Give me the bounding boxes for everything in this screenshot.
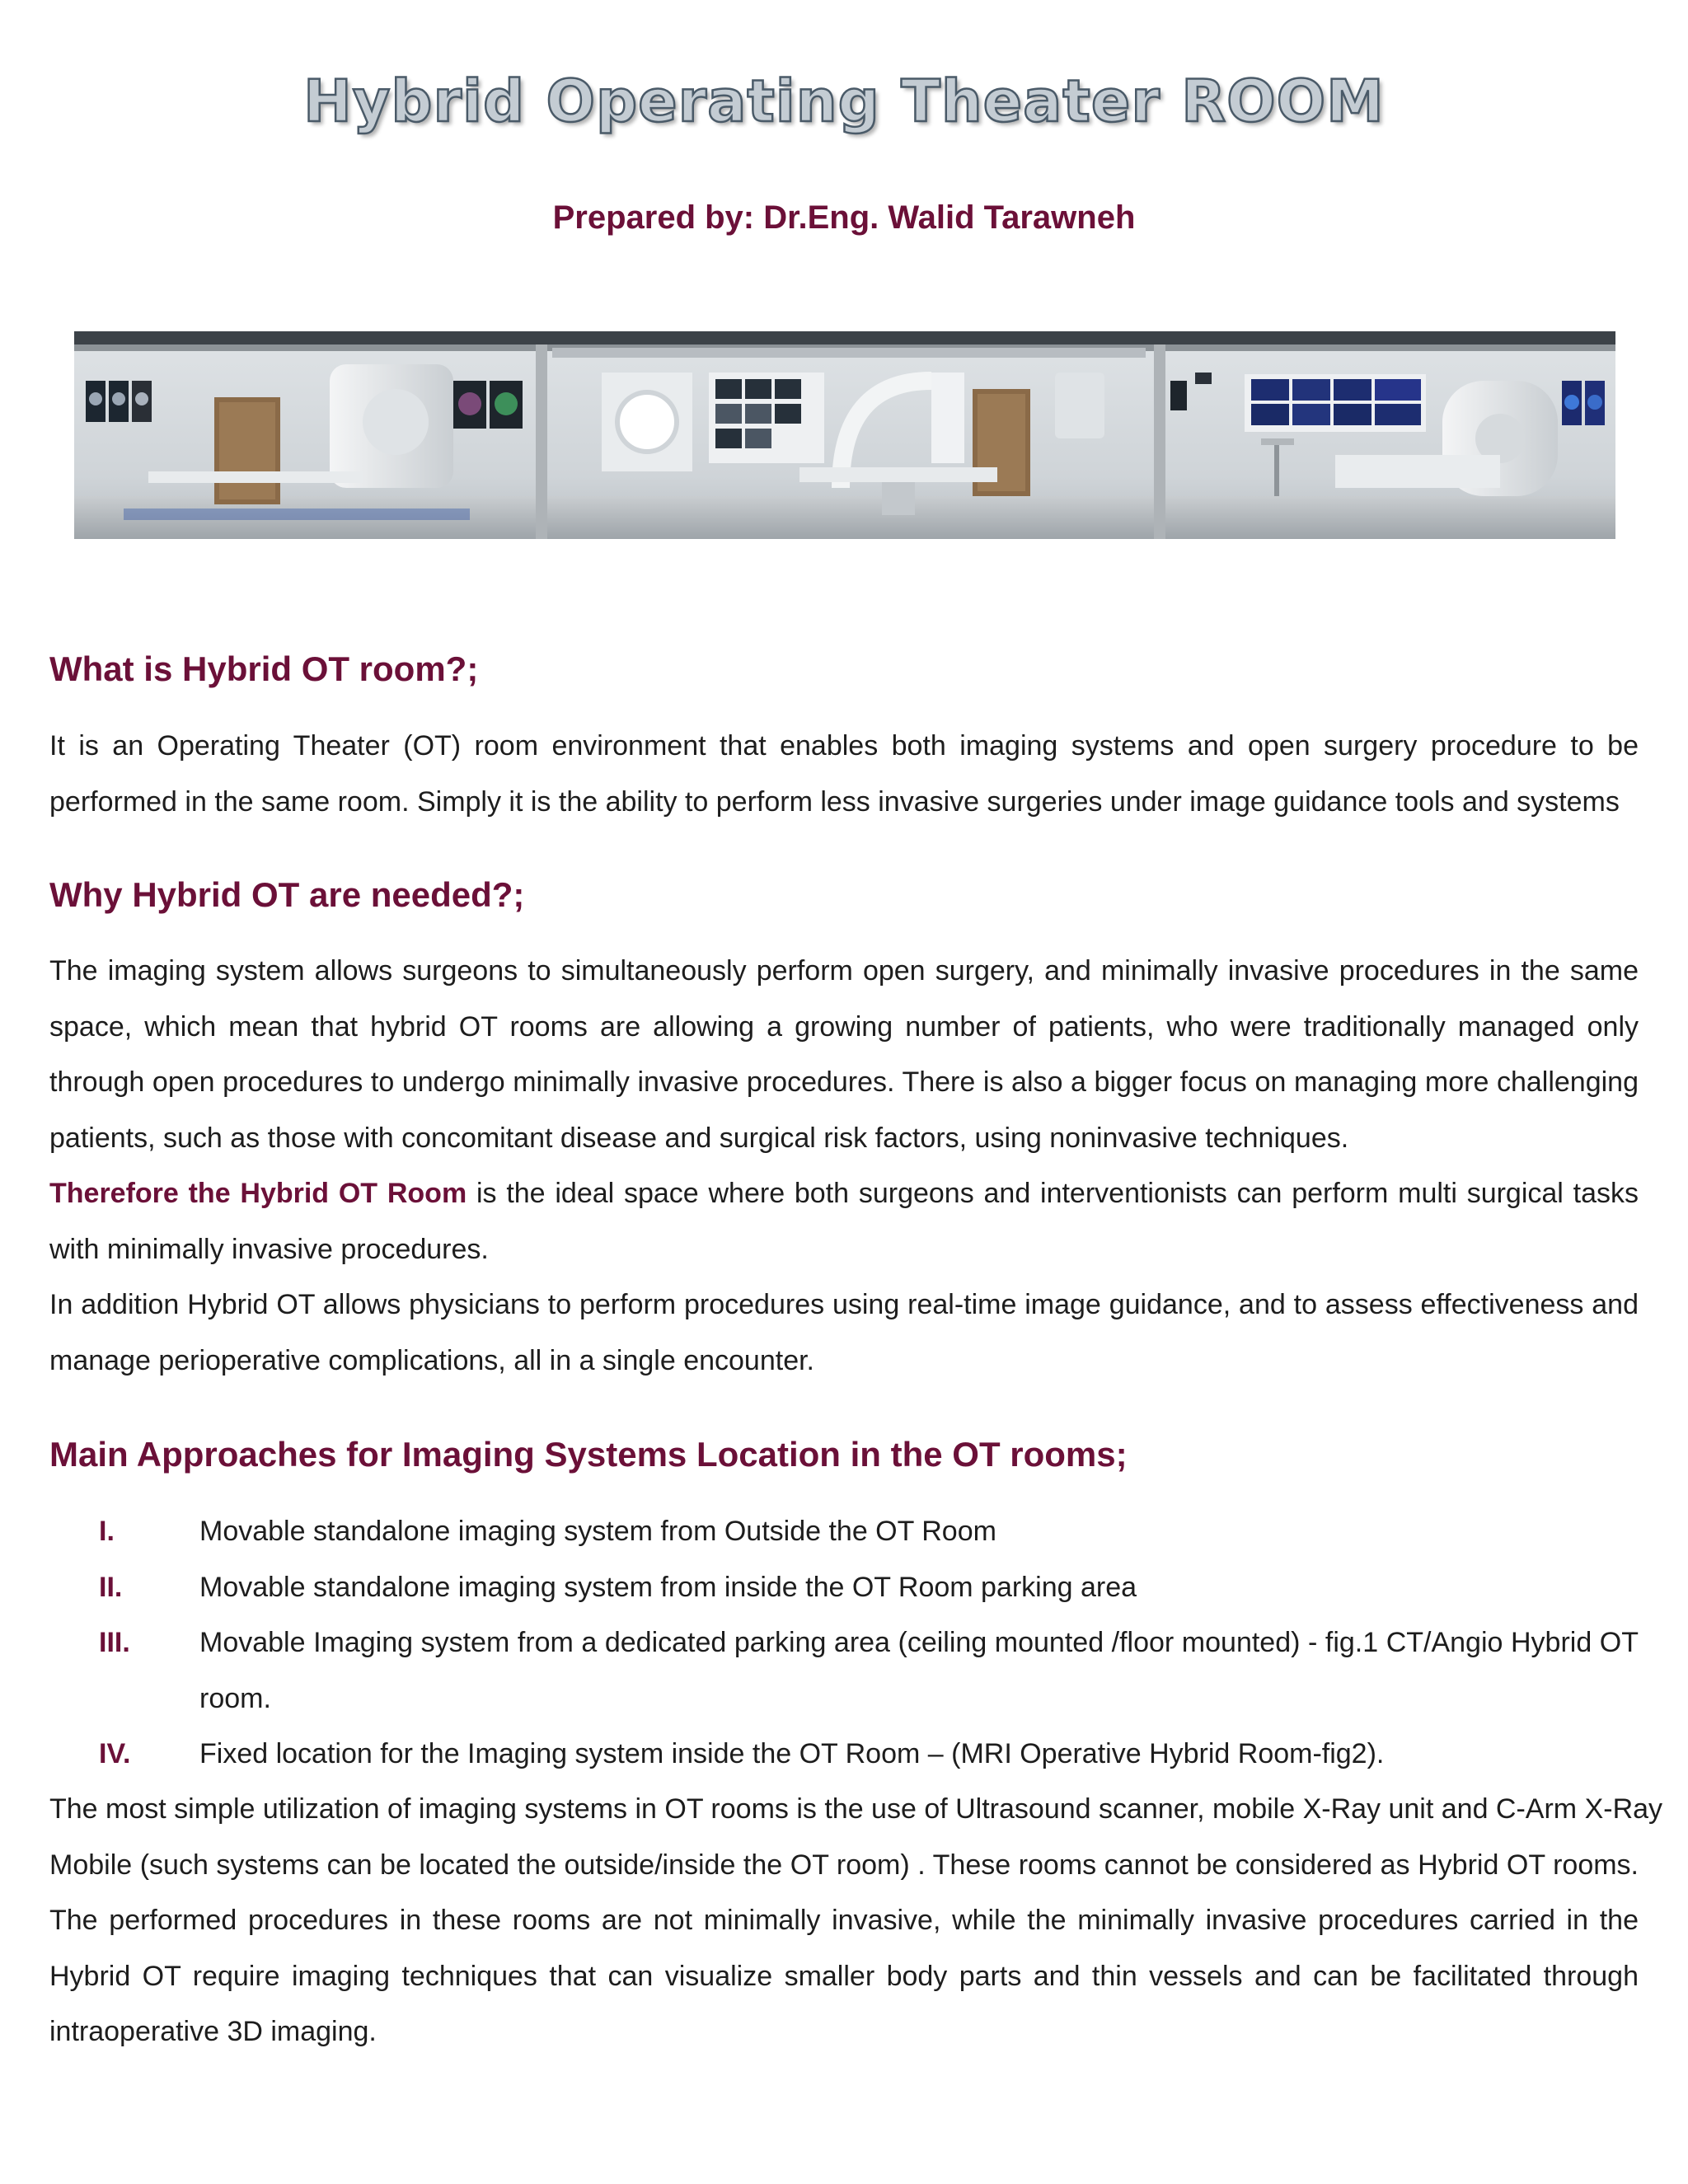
document-title: Hybrid Operating Theater ROOM [303, 68, 1385, 135]
list-item-line: Movable Imaging system from a dedicated parking area (ceiling mounted /floor mounted) - fig.1 CT/Angio Hybrid OT [199, 1627, 1639, 1658]
list-item [49, 1615, 1639, 1727]
paragraph-line: with minimally invasive procedures. [49, 1233, 489, 1265]
paragraph-text: is the ideal space where both surgeons and interventionists can perform multi surgical tasks [467, 1178, 1639, 1209]
author-line: Prepared by: Dr.Eng. Walid Tarawneh [552, 199, 1136, 236]
paragraph-line: manage perioperative complications, all in a single encounter. [49, 1344, 814, 1376]
paragraph-closing [49, 1782, 1663, 2060]
paragraph-line: The imaging system allows surgeons to simultaneously perform open surgery, and minimally invasive procedures in the same [49, 955, 1639, 987]
list-item [49, 1727, 1639, 1783]
paragraph-line: through open procedures to undergo minimally invasive procedures. There is also a bigger focus on managing more challenging [49, 1066, 1639, 1098]
list-item-text: Movable standalone imaging system from Outside the OT Room [199, 1516, 996, 1547]
paragraph-line: Mobile (such systems can be located the outside/inside the OT room) . These rooms cannot be considered as Hybrid OT rooms. [49, 1849, 1639, 1881]
paragraph-line: space, which mean that hybrid OT rooms are allowing a growing number of patients, who were traditionally managed only [49, 1010, 1639, 1043]
paragraph-line: performed in the same room. Simply it is the ability to perform less invasive surgeries under image guidance tools and systems [49, 785, 1620, 818]
list-item [49, 1560, 1639, 1616]
section-heading-why: Why Hybrid OT are needed?; [49, 875, 525, 914]
list-item-line: room. [199, 1682, 271, 1714]
paragraph-line: patients, such as those with concomitant disease and surgical risk factors, using noninvasive techniques. [49, 1122, 1349, 1154]
approaches-list [49, 1504, 1639, 1783]
list-item-text: Movable standalone imaging system from inside the OT Room parking area [199, 1571, 1137, 1603]
paragraph-line: The most simple utilization of imaging systems in OT rooms is the use of Ultrasound scanner, mobile X-Ray unit and C-Arm X-Ray [49, 1793, 1663, 1825]
list-item-number: I. [99, 1516, 115, 1547]
paragraph-line: It is an Operating Theater (OT) room environment that enables both imaging systems and open surgery procedure to be [49, 730, 1639, 762]
list-item-number: IV. [99, 1738, 131, 1769]
paragraph-why [49, 944, 1639, 1389]
emphasis-text: Therefore the Hybrid OT Room [49, 1178, 467, 1209]
paragraph-line: In addition Hybrid OT allows physicians to perform procedures using real-time image guidance, and to assess effectiveness and [49, 1289, 1639, 1320]
list-item-number: II. [99, 1571, 123, 1603]
section-heading-what: What is Hybrid OT room?; [49, 649, 479, 688]
section-heading-approaches: Main Approaches for Imaging Systems Location in the OT rooms; [49, 1435, 1128, 1474]
paragraph-line: intraoperative 3D imaging. [49, 2016, 377, 2047]
hybrid-ot-panorama-image [74, 331, 1615, 539]
paragraph-what [49, 719, 1639, 830]
list-item-text [199, 1615, 1639, 1727]
paragraph-line: Hybrid OT require imaging techniques that can visualize smaller body parts and thin vessels and can be facilitated through [49, 1960, 1639, 1992]
list-item-number: III. [99, 1627, 130, 1658]
paragraph-line-therefore [49, 1166, 1639, 1222]
list-item [49, 1504, 1639, 1560]
paragraph-line: The performed procedures in these rooms are not minimally invasive, while the minimally invasive procedures carried in the [49, 1905, 1639, 1936]
list-item-text: Fixed location for the Imaging system inside the OT Room – (MRI Operative Hybrid Room-fig2). [199, 1738, 1385, 1769]
